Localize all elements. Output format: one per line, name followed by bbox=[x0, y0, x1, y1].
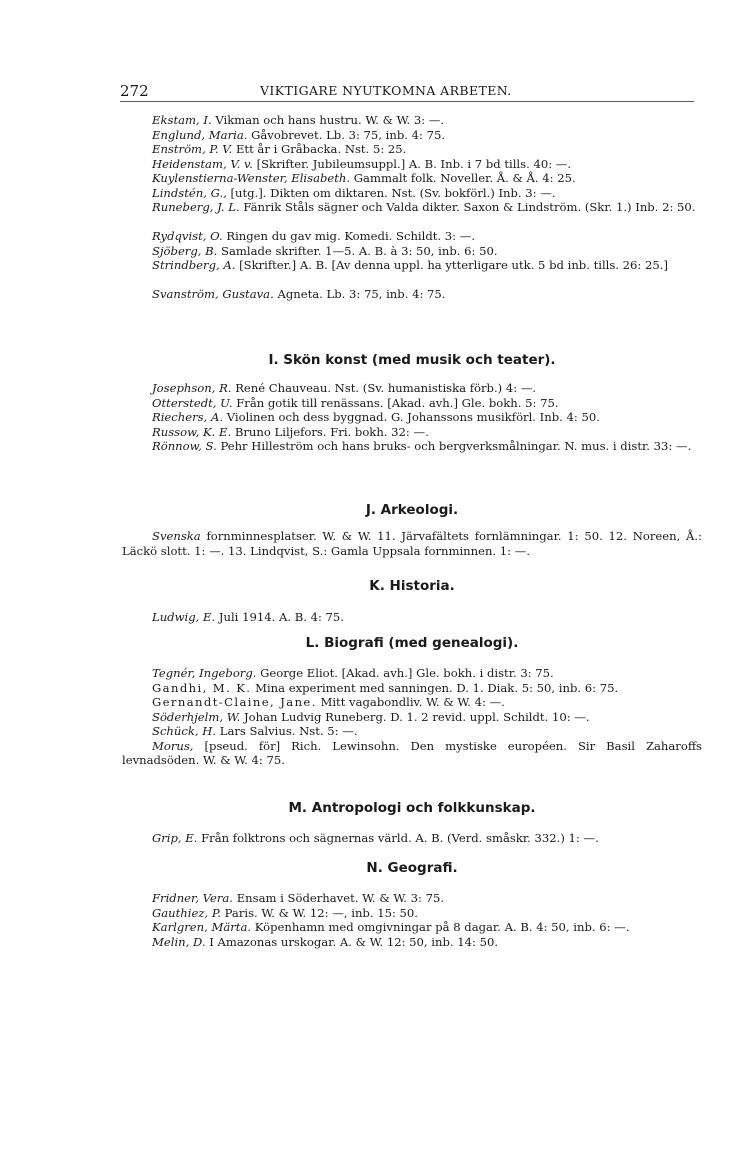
list-item: Ludwig, E. Juli 1914. A. B. 4: 75. bbox=[152, 610, 344, 624]
list-item: Svenska fornminnesplatser. W. & W. 11. Järvafältets fornlämningar. 1: 50. 12. Noreen, Å.: Läckö slott. 1: —. 13. Lindqvist, S.: Gamla Uppsala fornminnen. 1: —. bbox=[122, 529, 702, 558]
entry-list-biografi bbox=[122, 666, 702, 768]
list-item: Söderhjelm, W. Johan Ludvig Runeberg. D. 1. 2 revid. uppl. Schildt. 10: —. bbox=[152, 709, 590, 724]
list-item: Heidenstam, V. v. [Skrifter. Jubileumsuppl.] A. B. Inb. i 7 bd tills. 40: —. bbox=[152, 156, 572, 171]
entry-list-arkeologi bbox=[122, 529, 702, 558]
list-item: Sjöberg, B. Samlade skrifter. 1—5. A. B. à 3: 50, inb. 6: 50. bbox=[152, 243, 498, 258]
list-item: Runeberg, J. L. Fänrik Ståls sägner och Valda dikter. Saxon & Lindström. (Skr. 1.) Inb. 2: 50. bbox=[152, 200, 696, 214]
list-item: Rönnow, S. Pehr Hilleström och hans bruks- och bergverksmålningar. N. mus. i distr. 33: —. bbox=[152, 439, 692, 453]
list-item: Gandhi, M. K. Mina experiment med sanningen. D. 1. Diak. 5: 50, inb. 6: 75. bbox=[152, 680, 619, 695]
list-item: Gauthiez, P. Paris. W. & W. 12: —, inb. 15: 50. bbox=[152, 905, 418, 920]
list-item: Ekstam, I. Vikman och hans hustru. W. & W. 3: —. bbox=[152, 113, 445, 127]
list-item: Otterstedt, U. Från gotik till renässans. [Akad. avh.] Gle. bokh. 5: 75. bbox=[152, 395, 559, 410]
list-item: Morus, [pseud. för] Rich. Lewinsohn. Den mystiske européen. Sir Basil Zaharoffs levnadsöden. W. & W. 4: 75. bbox=[122, 738, 702, 767]
list-item: Schück, H. Lars Salvius. Nst. 5: —. bbox=[152, 724, 358, 738]
page-number: 272 bbox=[120, 82, 149, 100]
list-item: Russow, K. E. Bruno Liljefors. Fri. bokh. 32: —. bbox=[152, 424, 429, 439]
header-rule bbox=[120, 101, 694, 102]
list-item: Gernandt-Claine, Jane. Mitt vagabondliv. W. & W. 4: —. bbox=[152, 695, 505, 709]
list-item: Rydqvist, O. Ringen du gav mig. Komedi. Schildt. 3: —. bbox=[152, 229, 476, 243]
section-heading-arkeologi: J. Arkeologi. bbox=[365, 502, 459, 518]
section-heading-skon-konst: I. Skön konst (med musik och teater). bbox=[268, 352, 556, 368]
list-item: Melin, D. I Amazonas urskogar. A. & W. 12: 50, inb. 14: 50. bbox=[152, 934, 499, 949]
entry-list-historia bbox=[122, 610, 702, 625]
list-item: Svanström, Gustava. Agneta. Lb. 3: 75, inb. 4: 75. bbox=[152, 287, 446, 301]
list-item: Riechers, A. Violinen och dess byggnad. G. Johanssons musikförl. Inb. 4: 50. bbox=[152, 410, 600, 424]
entry-list-antropologi bbox=[122, 831, 702, 846]
list-item: Josephson, R. René Chauveau. Nst. (Sv. humanistiska förb.) 4: —. bbox=[152, 381, 537, 395]
list-item: Englund, Maria. Gåvobrevet. Lb. 3: 75, inb. 4: 75. bbox=[152, 127, 446, 142]
list-item: Fridner, Vera. Ensam i Söderhavet. W. & W. 3: 75. bbox=[152, 891, 445, 905]
entry-list-skon-konst bbox=[122, 381, 702, 468]
entry-list-literature bbox=[122, 113, 702, 302]
list-item: Kuylenstierna-Wenster, Elisabeth. Gammalt folk. Noveller. Å. & Å. 4: 25. bbox=[152, 171, 576, 185]
list-item: Enström, P. V. Ett år i Gråbacka. Nst. 5: 25. bbox=[152, 142, 407, 156]
running-title: VIKTIGARE NYUTKOMNA ARBETEN. bbox=[260, 83, 512, 98]
section-heading-historia: K. Historia. bbox=[369, 578, 455, 594]
list-item: Grip, E. Från folktrons och sägnernas värld. A. B. (Verd. småskr. 332.) 1: —. bbox=[152, 831, 599, 845]
list-item: Karlgren, Märta. Köpenhamn med omgivningar på 8 dagar. A. B. 4: 50, inb. 6: —. bbox=[152, 920, 630, 934]
list-item: Lindstén, G., [utg.]. Dikten om diktaren. Nst. (Sv. bokförl.) Inb. 3: —. bbox=[152, 185, 556, 200]
list-item: Strindberg, A. [Skrifter.] A. B. [Av denna uppl. ha ytterligare utk. 5 bd inb. tills. 26: 25.] bbox=[152, 258, 668, 272]
entry-list-geografi bbox=[122, 891, 702, 949]
list-item: Tegnér, Ingeborg. George Eliot. [Akad. avh.] Gle. bokh. i distr. 3: 75. bbox=[152, 666, 554, 680]
section-heading-biografi: L. Biografi (med genealogi). bbox=[305, 635, 519, 651]
section-heading-antropologi: M. Antropologi och folkkunskap. bbox=[288, 800, 536, 816]
section-heading-geografi: N. Geografi. bbox=[366, 860, 458, 876]
